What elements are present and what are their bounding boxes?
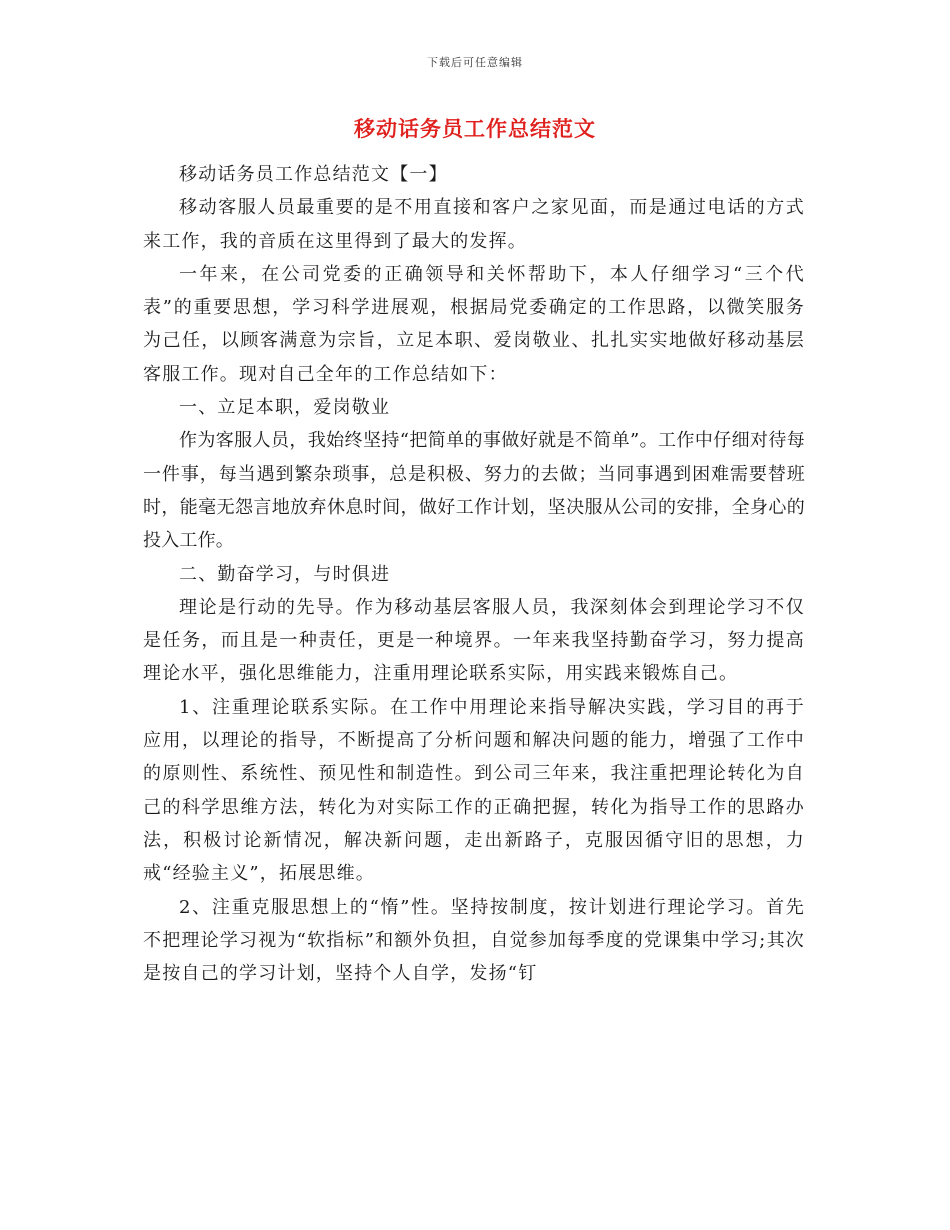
paragraph-subheading: 一、立足本职，爱岗敬业	[179, 397, 391, 419]
paragraph: 理论是行动的先导。作为移动基层客服人员，我深刻体会到理论学习不仅是任务，而且是一种责任，更是一种境界。一年来我坚持勤奋学习，努力提高理论水平，强化思维能力，注重用理论联系实际，用实践来锻炼自己。	[143, 596, 805, 685]
paragraph-section-heading: 移动话务员工作总结范文【一】	[179, 164, 448, 185]
paragraph: 作为客服人员，我始终坚持“把简单的事做好就是不简单”。工作中仔细对待每一件事，每当遇到繁杂琐事，总是积极、努力的去做；当同事遇到困难需要替班时，能毫无怨言地放弃休息时间，做好工作计划，坚决服从公司的安排，全身心的投入工作。	[143, 430, 805, 552]
document-title: 移动话务员工作总结范文	[354, 116, 596, 141]
paragraph: 1、注重理论联系实际。在工作中用理论来指导解决实践，学习目的再于应用，以理论的指导，不断提高了分析问题和解决问题的能力，增强了工作中的原则性、系统性、预见性和制造性。到公司三年来，我注重把理论转化为自己的科学思维方法，转化为对实际工作的正确把握，转化为指导工作的思路办法，积极讨论新情况，解决新问题，走出新路子，克服因循守旧的思想，力戒“经验主义”，拓展思维。	[143, 696, 805, 885]
paragraph: 移动客服人员最重要的是不用直接和客户之家见面，而是通过电话的方式来工作，我的音质在这里得到了最大的发挥。	[143, 197, 805, 252]
paragraph: 2、注重克服思想上的“惰”性。坚持按制度，按计划进行理论学习。首先不把理论学习视为“软指标”和额外负担，自觉参加每季度的党课集中学习;其次是按自己的学习计划，坚持个人自学，发扬“钉	[143, 896, 805, 985]
document-body	[143, 158, 805, 990]
paragraph: 一年来，在公司党委的正确领导和关怀帮助下，本人仔细学习“三个代表”的重要思想，学习科学进展观，根据局党委确定的工作思路，以微笑服务为己任，以顾客满意为宗旨，立足本职、爱岗敬业、扎扎实实地做好移动基层客服工作。现对自己全年的工作总结如下：	[143, 263, 805, 385]
paragraph-subheading: 二、勤奋学习，与时俱进	[179, 563, 391, 585]
header-note: 下载后可任意编辑	[427, 56, 523, 69]
